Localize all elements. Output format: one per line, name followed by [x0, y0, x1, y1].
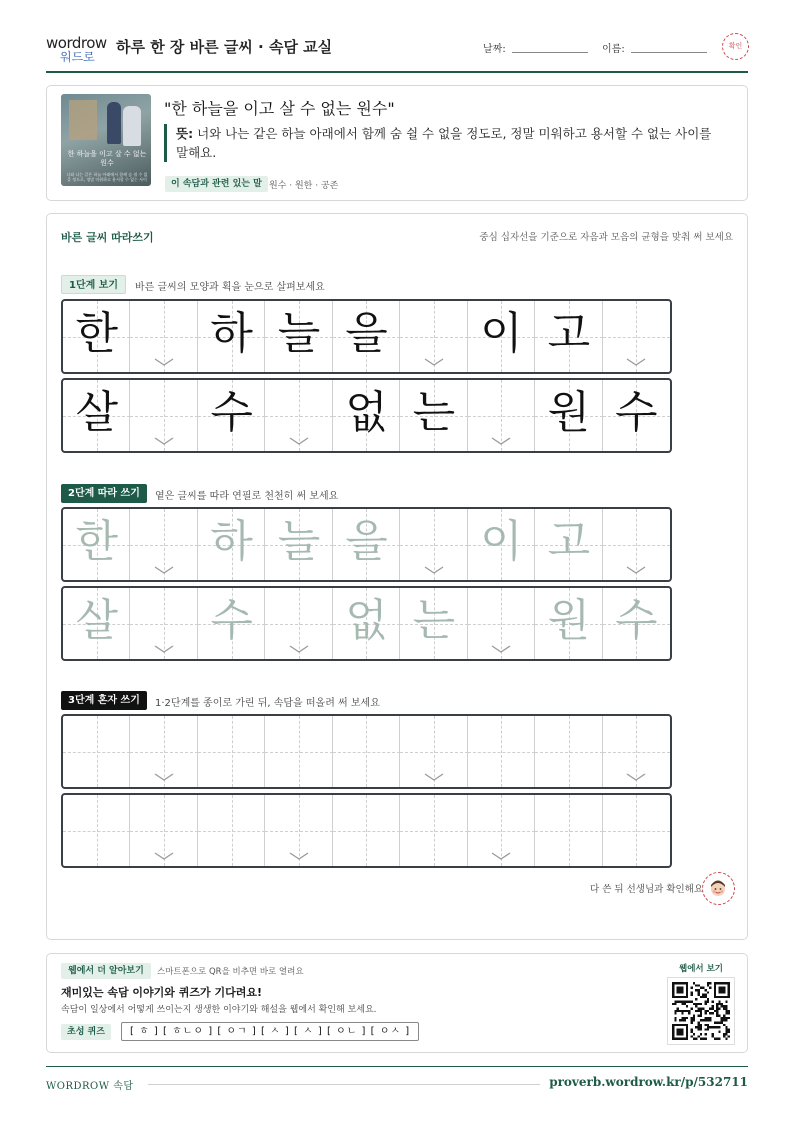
guide-horizontal — [63, 752, 130, 753]
guide-horizontal — [468, 624, 535, 625]
illustration-title: 한 하늘을 이고 살 수 없는 원수 — [67, 150, 147, 167]
space-mark-icon — [424, 358, 444, 366]
wordrow-logo[interactable] — [46, 34, 108, 64]
space-mark-icon — [154, 645, 174, 653]
space-mark-icon — [626, 566, 646, 574]
grid-cell — [603, 380, 670, 451]
practice-section-hint: 중심 십자선을 기준으로 자음과 모음의 균형을 맞춰 써 보세요 — [479, 232, 733, 243]
name-label: 이름: — [602, 44, 625, 55]
grid-cell[interactable] — [63, 509, 130, 580]
step2-row-1[interactable] — [61, 507, 672, 582]
grid-cell[interactable] — [535, 795, 602, 866]
grid-cell — [63, 301, 130, 372]
stamp-label: 확인 — [728, 42, 743, 50]
grid-cell[interactable] — [63, 716, 130, 787]
grid-cell[interactable] — [535, 509, 602, 580]
grid-cell[interactable] — [333, 588, 400, 659]
grid-cell[interactable] — [400, 795, 467, 866]
grid-cell[interactable] — [63, 588, 130, 659]
guide-horizontal — [265, 624, 332, 625]
guide-horizontal — [130, 416, 197, 417]
grid-cell[interactable] — [468, 716, 535, 787]
grid-cell — [265, 380, 332, 451]
grid-cell[interactable] — [198, 795, 265, 866]
step3-badge: 3단계 혼자 쓰기 — [61, 691, 147, 710]
grid-cell[interactable] — [468, 795, 535, 866]
grid-cell[interactable] — [265, 588, 332, 659]
teacher-stamp-icon — [702, 872, 735, 905]
step2-hint: 옅은 글씨를 따라 연필로 천천히 써 보세요 — [155, 491, 339, 502]
proverb-card — [46, 85, 748, 201]
grid-cell[interactable] — [603, 795, 670, 866]
meaning-text: 너와 나는 같은 하늘 아래에서 함께 숨 쉴 수 없을 정도로, 정말 미워하고 용서할 수 없는 사이를 말해요. — [176, 126, 712, 160]
logo-korean: 워드로 — [60, 50, 95, 64]
grid-cell[interactable] — [603, 716, 670, 787]
guide-horizontal — [603, 752, 670, 753]
guide-horizontal — [400, 545, 467, 546]
guide-horizontal — [198, 752, 265, 753]
grid-cell — [400, 301, 467, 372]
illustration-subtitle: 너와 나는 같은 하늘 아래에서 함께 숨 쉴 수 없을 정도로, 정말 미워하고 용서할 수 없는 사이 — [66, 172, 148, 182]
name-field[interactable] — [631, 52, 707, 53]
space-mark-icon — [289, 852, 309, 860]
step3-hint: 1·2단계를 종이로 가린 뒤, 속담을 떠올려 써 보세요 — [155, 698, 380, 709]
logo-wordmark: wordrow — [46, 34, 107, 52]
step1-row-2 — [61, 378, 672, 453]
grid-cell[interactable] — [468, 588, 535, 659]
grid-cell[interactable] — [130, 795, 197, 866]
grid-cell[interactable] — [333, 716, 400, 787]
illustration-person-right — [123, 106, 141, 146]
hangul-character: 수 — [210, 595, 253, 646]
space-mark-icon — [154, 437, 174, 445]
hangul-character: 고 — [547, 516, 591, 567]
practice-section-title: 바른 글씨 따라쓰기 — [61, 231, 154, 244]
grid-cell[interactable] — [603, 588, 670, 659]
meaning-label: 뜻: — [176, 126, 194, 141]
grid-cell — [63, 380, 130, 451]
guide-horizontal — [265, 752, 332, 753]
hangul-character: 이 — [480, 308, 523, 359]
space-mark-icon — [154, 566, 174, 574]
grid-cell[interactable] — [198, 509, 265, 580]
hangul-character: 수 — [615, 387, 658, 438]
hangul-character: 없 — [345, 595, 388, 646]
proverb-meaning — [164, 124, 724, 162]
hangul-character: 한 — [75, 308, 118, 359]
hangul-character: 원 — [547, 387, 591, 438]
web-more-badge[interactable]: 웹에서 더 알아보기 — [61, 963, 151, 979]
space-mark-icon — [491, 645, 511, 653]
grid-cell — [535, 301, 602, 372]
hangul-character: 을 — [345, 516, 388, 567]
grid-cell[interactable] — [535, 588, 602, 659]
guide-horizontal — [400, 831, 467, 832]
grid-cell — [535, 380, 602, 451]
handwriting-practice-card — [46, 213, 748, 940]
proverb-illustration — [61, 94, 151, 186]
space-mark-icon — [626, 358, 646, 366]
page-title: 하루 한 장 바른 글씨 · 속담 교실 — [116, 38, 333, 56]
page-header — [46, 30, 748, 73]
guide-horizontal — [468, 416, 535, 417]
guide-horizontal — [535, 752, 602, 753]
guide-horizontal — [333, 752, 400, 753]
grid-cell[interactable] — [63, 795, 130, 866]
check-stamp-icon — [722, 33, 749, 60]
grid-cell[interactable] — [265, 509, 332, 580]
hangul-character: 수 — [615, 595, 658, 646]
web-hint: 스마트폰으로 QR을 비추면 바로 열려요 — [157, 967, 304, 977]
grid-cell — [130, 301, 197, 372]
grid-cell — [333, 301, 400, 372]
guide-horizontal — [535, 831, 602, 832]
grid-cell — [468, 380, 535, 451]
teacher-check-text: 다 쓴 뒤 선생님과 확인해요 — [590, 884, 704, 895]
grid-cell[interactable] — [198, 588, 265, 659]
guide-horizontal — [198, 831, 265, 832]
hangul-character: 한 — [75, 516, 118, 567]
space-mark-icon — [154, 852, 174, 860]
space-mark-icon — [289, 645, 309, 653]
step3-row-2[interactable] — [61, 793, 672, 868]
guide-horizontal — [130, 831, 197, 832]
date-label: 날짜: — [483, 44, 506, 55]
illustration-building — [69, 100, 97, 140]
guide-horizontal — [130, 337, 197, 338]
guide-horizontal — [63, 831, 130, 832]
step3-row-1[interactable] — [61, 714, 672, 789]
hangul-character: 는 — [412, 595, 456, 646]
hangul-character: 하 — [210, 308, 253, 359]
hangul-character: 늘 — [277, 516, 321, 567]
guide-horizontal — [400, 337, 467, 338]
guide-horizontal — [603, 337, 670, 338]
guide-horizontal — [130, 545, 197, 546]
space-mark-icon — [154, 773, 174, 781]
grid-cell[interactable] — [265, 795, 332, 866]
grid-cell[interactable] — [198, 716, 265, 787]
grid-cell — [333, 380, 400, 451]
guide-horizontal — [333, 831, 400, 832]
guide-horizontal — [265, 831, 332, 832]
grid-cell — [130, 380, 197, 451]
web-headline: 재미있는 속담 이야기와 퀴즈가 기다려요! — [61, 986, 262, 999]
related-words: 원수 · 원한 · 공존 — [269, 181, 339, 191]
step2-badge: 2단계 따라 쓰기 — [61, 484, 147, 503]
hangul-character: 수 — [210, 387, 253, 438]
grid-cell[interactable] — [468, 509, 535, 580]
qr-code-graphic — [672, 982, 730, 1040]
grid-cell[interactable] — [400, 588, 467, 659]
grid-cell — [198, 301, 265, 372]
guide-horizontal — [603, 545, 670, 546]
hangul-character: 고 — [547, 308, 591, 359]
grid-cell[interactable] — [535, 716, 602, 787]
hangul-character: 늘 — [277, 308, 321, 359]
grid-cell[interactable] — [130, 588, 197, 659]
guide-horizontal — [130, 752, 197, 753]
grid-cell — [198, 380, 265, 451]
hangul-character: 원 — [547, 595, 591, 646]
web-promo-card — [46, 953, 748, 1053]
space-mark-icon — [289, 437, 309, 445]
guide-horizontal — [400, 752, 467, 753]
hangul-character: 이 — [480, 516, 523, 567]
web-view-label: 웹에서 보기 — [679, 964, 724, 974]
grid-cell — [603, 301, 670, 372]
step1-badge: 1단계 보기 — [61, 275, 126, 294]
initial-consonant-quiz: [ ㅎ ] [ ㅎㄴㅇ ] [ ㅇㄱ ] [ ㅅ ] [ ㅅ ] [ ㅇㄴ ] [ ㅇㅅ ] — [121, 1022, 419, 1041]
qr-code-icon[interactable] — [667, 977, 735, 1045]
hangul-character: 을 — [345, 308, 388, 359]
related-words-badge: 이 속담과 관련 있는 말 — [165, 176, 268, 192]
grid-cell[interactable] — [333, 795, 400, 866]
hangul-character: 는 — [412, 387, 456, 438]
grid-cell — [265, 301, 332, 372]
grid-cell — [468, 301, 535, 372]
hangul-character: 살 — [75, 595, 118, 646]
space-mark-icon — [424, 773, 444, 781]
grid-cell[interactable] — [265, 716, 332, 787]
space-mark-icon — [626, 773, 646, 781]
footer-rule — [148, 1084, 540, 1085]
hangul-character: 없 — [345, 387, 388, 438]
space-mark-icon — [491, 852, 511, 860]
step2-row-2[interactable] — [61, 586, 672, 661]
date-field[interactable] — [512, 52, 588, 53]
proverb-title: "한 하늘을 이고 살 수 없는 원수" — [164, 99, 395, 118]
grid-cell[interactable] — [603, 509, 670, 580]
guide-horizontal — [468, 752, 535, 753]
grid-cell[interactable] — [333, 509, 400, 580]
step1-hint: 바른 글씨의 모양과 획을 눈으로 살펴보세요 — [135, 282, 325, 293]
hangul-character: 하 — [210, 516, 253, 567]
grid-cell[interactable] — [130, 716, 197, 787]
footer-brand: WORDROW 속담 — [46, 1081, 134, 1092]
grid-cell[interactable] — [400, 716, 467, 787]
guide-horizontal — [130, 624, 197, 625]
guide-horizontal — [468, 831, 535, 832]
footer-url[interactable]: proverb.wordrow.kr/p/532711 — [549, 1075, 748, 1089]
space-mark-icon — [154, 358, 174, 366]
web-description: 속담이 일상에서 어떻게 쓰이는지 생생한 이야기와 해설을 웹에서 확인해 보세요. — [61, 1005, 377, 1015]
illustration-person-left — [107, 102, 121, 144]
grid-cell — [400, 380, 467, 451]
hangul-character: 살 — [75, 387, 118, 438]
footer-divider — [46, 1066, 748, 1067]
stamp-face-icon — [703, 873, 733, 903]
space-mark-icon — [491, 437, 511, 445]
space-mark-icon — [424, 566, 444, 574]
quiz-label: 초성 퀴즈 — [61, 1024, 111, 1040]
guide-horizontal — [603, 831, 670, 832]
guide-horizontal — [265, 416, 332, 417]
grid-cell[interactable] — [130, 509, 197, 580]
step1-row-1 — [61, 299, 672, 374]
grid-cell[interactable] — [400, 509, 467, 580]
